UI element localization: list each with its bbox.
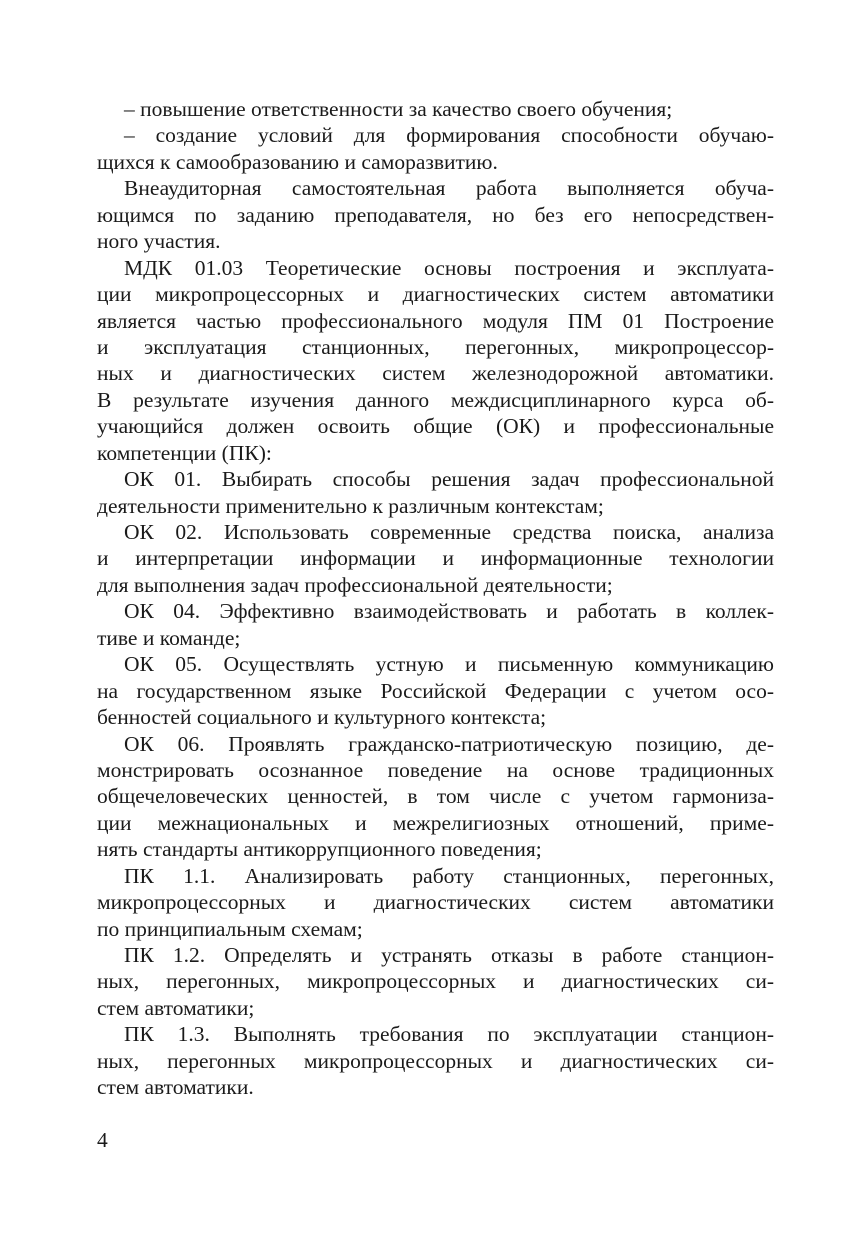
text-line: и интерпретации информации и информационные технологии — [97, 546, 774, 571]
text-line: МДК 01.03 Теоретические основы построения и эксплуата- — [124, 255, 774, 280]
paragraph — [97, 598, 774, 651]
paragraph — [97, 519, 774, 598]
text-line: – создание условий для формирования способности обучаю- — [124, 123, 774, 148]
paragraph — [97, 942, 774, 1021]
text-line: монстрировать осознанное поведение на основе традиционных — [97, 757, 774, 782]
page-body — [97, 96, 774, 1101]
page-number: 4 — [97, 1128, 108, 1152]
text-line: Внеаудиторная самостоятельная работа выполняется обуча- — [124, 176, 774, 201]
text-line: ции микропроцессорных и диагностических систем автоматики — [97, 282, 774, 307]
text-line: ных и диагностических систем железнодорожной автоматики. — [97, 361, 774, 386]
text-line: тиве и команде; — [97, 625, 241, 650]
text-line: ПК 1.2. Определять и устранять отказы в работе станцион- — [124, 943, 774, 967]
text-line: В результате изучения данного междисциплинарного курса об- — [97, 387, 774, 412]
text-line: по принципиальным схемам; — [97, 916, 363, 941]
text-line: ОК 04. Эффективно взаимодействовать и работать в коллек- — [124, 599, 774, 624]
text-line: ных, перегонных, микропроцессорных и диагностических си- — [97, 969, 774, 994]
text-line: ции межнациональных и межрелигиозных отношений, приме- — [97, 810, 774, 835]
text-line: ОК 01. Выбирать способы решения задач профессиональной — [124, 467, 774, 492]
text-line: щихся к самообразованию и саморазвитию. — [97, 149, 498, 174]
paragraph — [97, 651, 774, 730]
paragraph — [97, 1021, 774, 1100]
text-line: и эксплуатация станционных, перегонных, микропроцессор- — [97, 334, 774, 359]
text-line: учающийся должен освоить общие (ОК) и профессиональные — [97, 414, 774, 439]
text-line: для выполнения задач профессиональной деятельности; — [97, 572, 613, 597]
text-line: ОК 02. Использовать современные средства поиска, анализа — [124, 520, 774, 544]
paragraph — [97, 96, 774, 122]
text-line: бенностей социального и культурного контекста; — [97, 705, 547, 730]
text-line: общечеловеческих ценностей, в том числе с учетом гармониза- — [97, 784, 774, 809]
paragraph — [97, 255, 774, 467]
text-line: нять стандарты антикоррупционного поведения; — [97, 837, 542, 862]
text-line: ПК 1.3. Выполнять требования по эксплуатации станцион- — [124, 1022, 774, 1047]
text-line: ющимся по заданию преподавателя, но без его непосредствен- — [97, 202, 774, 227]
text-line: стем автоматики; — [97, 995, 255, 1020]
text-line: микропроцессорных и диагностических систем автоматики — [97, 890, 774, 915]
paragraph — [97, 175, 774, 254]
text-line: ОК 06. Проявлять гражданско-патриотическую позицию, де- — [124, 731, 774, 756]
paragraph — [97, 731, 774, 863]
paragraph — [97, 122, 774, 175]
text-line: является частью профессионального модуля ПМ 01 Построение — [97, 308, 774, 333]
text-line: на государственном языке Российской Федерации с учетом осо- — [97, 678, 774, 703]
text-line: ных, перегонных микропроцессорных и диагностических си- — [97, 1048, 774, 1073]
text-line: – повышение ответственности за качество своего обучения; — [124, 97, 673, 121]
text-line: ного участия. — [97, 229, 221, 254]
text-line: ОК 05. Осуществлять устную и письменную коммуникацию — [124, 652, 774, 677]
text-line: стем автоматики. — [97, 1075, 254, 1100]
text-line: ПК 1.1. Анализировать работу станционных, перегонных, — [124, 863, 774, 888]
paragraph — [97, 863, 774, 942]
text-line: компетенции (ПК): — [97, 440, 272, 465]
text-line: деятельности применительно к различным контекстам; — [97, 493, 604, 518]
paragraph — [97, 466, 774, 519]
